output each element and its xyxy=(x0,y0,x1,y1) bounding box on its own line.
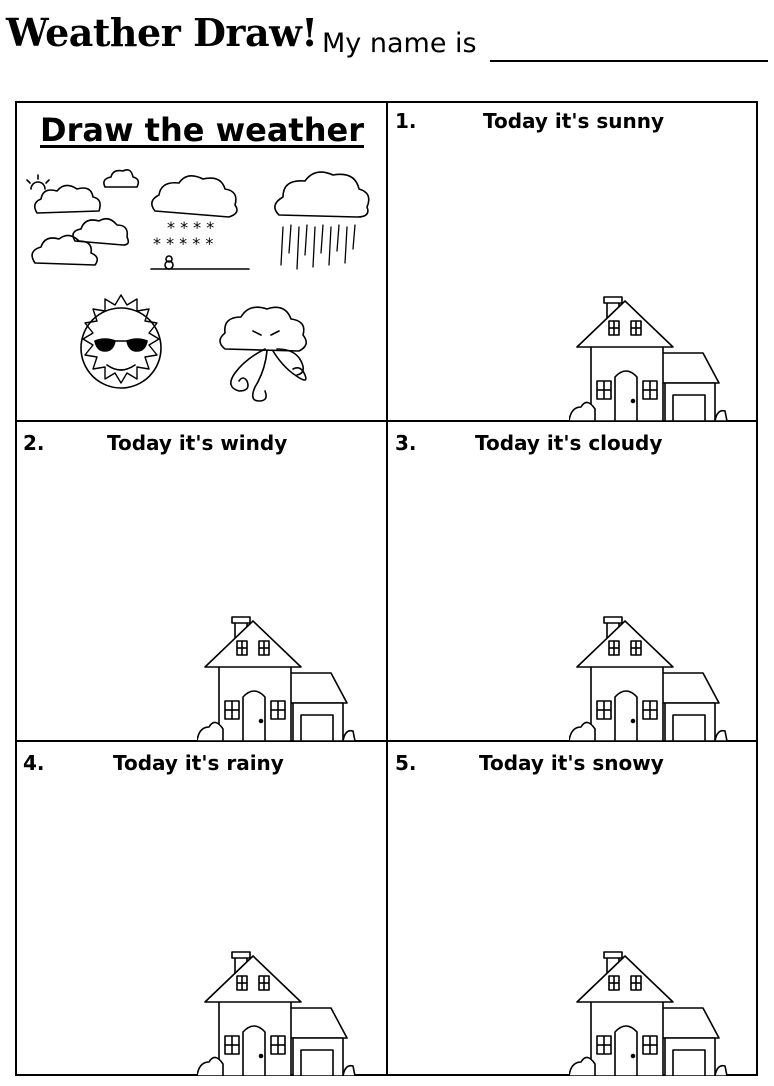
panel-4[interactable] xyxy=(17,743,387,1076)
rain-cloud-icon xyxy=(275,172,369,269)
windy-cloud-icon xyxy=(220,307,306,401)
svg-text:* * * * *: * * * * * xyxy=(153,234,214,253)
cloud-icon xyxy=(104,170,138,187)
worksheet-header xyxy=(0,0,774,90)
panel-caption: Today it's cloudy xyxy=(475,431,663,455)
house-icon xyxy=(569,291,749,421)
weather-examples xyxy=(17,103,387,421)
panel-number: 2. xyxy=(23,431,45,455)
panel-number: 3. xyxy=(395,431,417,455)
panel-caption: Today it's windy xyxy=(107,431,288,455)
name-prompt: My name is xyxy=(322,28,477,59)
panel-number: 4. xyxy=(23,751,45,775)
house-icon xyxy=(569,946,749,1076)
panel-3[interactable] xyxy=(389,423,758,741)
panel-caption: Today it's sunny xyxy=(483,109,664,133)
worksheet-grid xyxy=(15,101,758,1076)
panel-caption: Today it's rainy xyxy=(113,751,284,775)
panel-5[interactable] xyxy=(389,743,758,1076)
panel-number: 5. xyxy=(395,751,417,775)
snow-cloud-icon xyxy=(151,176,249,269)
panel-number: 1. xyxy=(395,109,417,133)
panel-2[interactable] xyxy=(17,423,387,741)
house-icon xyxy=(569,611,749,741)
reference-title: Draw the weather xyxy=(40,111,364,149)
worksheet-title: Weather Draw! xyxy=(6,10,318,55)
sun-with-clouds-icon xyxy=(27,175,128,265)
svg-text:* * * *: * * * * xyxy=(167,218,215,237)
house-icon xyxy=(197,946,377,1076)
reference-panel xyxy=(17,103,387,421)
house-icon xyxy=(197,611,377,741)
sun-with-sunglasses-icon xyxy=(81,295,161,388)
panel-caption: Today it's snowy xyxy=(479,751,664,775)
name-writing-line[interactable] xyxy=(490,60,768,62)
panel-1[interactable] xyxy=(389,103,758,421)
